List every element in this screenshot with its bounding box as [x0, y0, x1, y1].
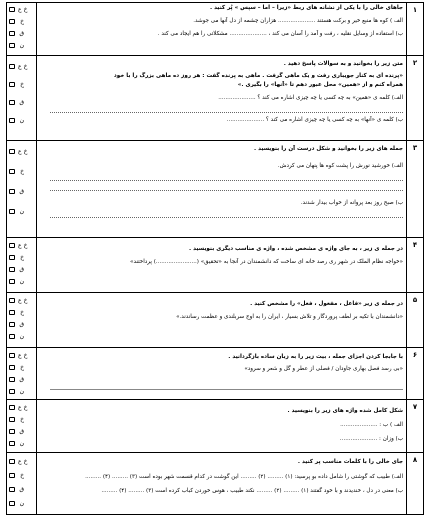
question-number: ۶	[406, 348, 423, 399]
grade-option[interactable]: خ	[9, 308, 24, 317]
question-number: ۱	[406, 3, 423, 55]
checkbox[interactable]	[9, 459, 15, 464]
question-title: جای خالی را با کلمات مناسب پر کنید .	[297, 459, 403, 465]
question-row	[7, 141, 423, 238]
grade-option[interactable]: خ ع	[9, 457, 27, 466]
checkbox[interactable]	[9, 441, 15, 446]
grade-option[interactable]: ن	[9, 207, 24, 216]
grade-column	[7, 3, 37, 55]
grade-option[interactable]: ق	[9, 375, 24, 384]
checkbox[interactable]	[9, 322, 15, 327]
checkbox[interactable]	[9, 405, 15, 410]
exam-sheet	[6, 2, 424, 515]
grade-option[interactable]: ن	[9, 439, 24, 448]
question-row	[7, 400, 423, 453]
grade-option[interactable]: ق	[9, 98, 24, 107]
grade-option[interactable]: ق	[9, 265, 24, 274]
checkbox[interactable]	[9, 377, 15, 382]
question-content	[40, 142, 403, 236]
question-content	[40, 401, 403, 451]
checkbox[interactable]	[9, 43, 15, 48]
question-title: در جمله ی زیر ، به جای واژه ی مشخص شده ، واژه ی مناسب دیگری بنویسید .	[189, 246, 403, 252]
checkbox[interactable]	[9, 279, 15, 284]
checkbox[interactable]	[9, 118, 15, 123]
grade-option[interactable]: خ ع	[9, 403, 27, 412]
checkbox[interactable]	[9, 189, 15, 194]
question-line: الف) خورشید نورش را پشت کوه ها پنهان می کردش.	[277, 163, 403, 169]
question-line: الف ) ب : .....................	[340, 422, 403, 428]
question-title: با جابجا کردن اجزای جمله ، بیت زیر را به زبان ساده بازگردانید .	[228, 354, 403, 360]
grade-option[interactable]: خ	[9, 471, 24, 480]
answer-line[interactable]	[50, 380, 403, 390]
checkbox[interactable]	[9, 473, 15, 478]
question-number: ۸	[406, 453, 423, 514]
grade-column	[7, 238, 37, 292]
question-line: الف) کلمه ی «همین» به چه کسی یا چه چیزی اشاره می کند ؟ .....................	[218, 95, 403, 101]
question-line: ب) صبح روز بعد پروانه از خواب بیدار شدند.	[300, 200, 403, 206]
answer-line[interactable]	[50, 208, 403, 218]
checkbox[interactable]	[9, 417, 15, 422]
checkbox[interactable]	[9, 310, 15, 315]
grade-column	[7, 453, 37, 514]
question-number: ۷	[406, 400, 423, 452]
grade-option[interactable]: ن	[9, 41, 24, 50]
checkbox[interactable]	[9, 209, 15, 214]
checkbox[interactable]	[9, 243, 15, 248]
grade-option[interactable]: ن	[9, 277, 24, 286]
grade-option[interactable]: ن	[9, 499, 24, 508]
checkbox[interactable]	[9, 31, 15, 36]
question-content	[40, 294, 403, 346]
grade-option[interactable]: ن	[9, 387, 24, 396]
question-line: الف ) کوه ها منبع خیر و برکت هستند ..................... هزاران چشمه از دل آنها می جوشد.	[193, 18, 403, 24]
question-row	[7, 348, 423, 400]
grade-option[interactable]: خ	[9, 415, 24, 424]
question-line: «بی رسد فصل بهاری جاودان / فصلی از عطر و گل و شعر و سرود»	[244, 366, 403, 372]
question-title: جمله های زیر را بخوانید و شکل درست آن را بنویسید .	[254, 146, 403, 152]
question-row	[7, 453, 423, 514]
question-line: همراه کنم و از «همین» محل عبور دهم تا «آنها» را بگیری .»	[237, 82, 403, 88]
checkbox[interactable]	[9, 64, 15, 69]
grade-option[interactable]: خ ع	[9, 296, 27, 305]
question-title: در جمله ی زیر «فاعل ، مفعول ، فعل» را مشخص کنید .	[250, 301, 403, 307]
grade-option[interactable]: خ ع	[9, 5, 27, 14]
grade-option[interactable]: خ ع	[9, 241, 27, 250]
grade-column	[7, 56, 37, 140]
checkbox[interactable]	[9, 255, 15, 260]
grade-option[interactable]: خ	[9, 363, 24, 372]
checkbox[interactable]	[9, 100, 15, 105]
question-row	[7, 238, 423, 293]
answer-line[interactable]	[50, 181, 403, 191]
grade-option[interactable]: ق	[9, 29, 24, 38]
grade-option[interactable]: خ ع	[9, 147, 27, 156]
grade-option[interactable]: خ	[9, 167, 24, 176]
answer-line[interactable]	[50, 103, 403, 113]
question-number: ۴	[406, 238, 423, 292]
checkbox[interactable]	[9, 267, 15, 272]
question-content	[40, 4, 403, 54]
grade-option[interactable]: ق	[9, 427, 24, 436]
question-title: جاهای خالی را با یکی از نشانه های ربط «زیرا – اما – سپس » پُر کنید .	[210, 5, 403, 11]
question-content	[40, 349, 403, 398]
checkbox[interactable]	[9, 82, 15, 87]
grade-option[interactable]: خ ع	[9, 351, 27, 360]
checkbox[interactable]	[9, 501, 15, 506]
question-line: ب) وزان : .....................	[339, 436, 403, 442]
checkbox[interactable]	[9, 334, 15, 339]
grade-option[interactable]: خ	[9, 17, 24, 26]
question-title: شکل کامل شده واژه های زیر را بنویسید .	[287, 408, 403, 414]
checkbox[interactable]	[9, 389, 15, 394]
question-content	[40, 239, 403, 291]
question-row	[7, 3, 423, 56]
grade-option[interactable]: خ ع	[9, 62, 27, 71]
question-number: ۳	[406, 141, 423, 237]
grade-option[interactable]: ق	[9, 187, 24, 196]
answer-line[interactable]	[50, 171, 403, 181]
question-line: ب) استفاده از وسایل نقلیه ، رفت و آمد را آسان می کند ، ..................... مشکلاتی را هم ایجاد می کند .	[157, 31, 403, 37]
checkbox[interactable]	[9, 429, 15, 434]
grade-option[interactable]: ن	[9, 332, 24, 341]
question-line: «خواجه نظام الملک در شهر ری رصد خانه ای ساخت که دانشمندان در آنجا به «تحقیق» (.......................) پرداختند»	[130, 259, 403, 265]
grade-option[interactable]: خ	[9, 253, 24, 262]
checkbox[interactable]	[9, 19, 15, 24]
question-title: متن زیر را بخوانید و به سوالات پاسخ دهید .	[283, 61, 403, 67]
question-row	[7, 56, 423, 141]
question-line: «پرنده ای به کنار جویباری رفت و یک ماهی گرفت . ماهی به پرنده گفت : هر روز ده ماهی بزرگ را با خود	[113, 73, 403, 79]
grade-column	[7, 400, 37, 452]
checkbox[interactable]	[9, 298, 15, 303]
question-content	[40, 454, 403, 513]
question-content	[40, 57, 403, 139]
question-number: ۵	[406, 293, 423, 347]
checkbox[interactable]	[9, 487, 15, 492]
grade-option[interactable]: ق	[9, 485, 24, 494]
question-line: الف) طبیب که گوشتی را شامل داده بو پرسید: (۱) ......... (۲) ......... این گوشت در کدام قسمت شهر بوده است (۳) ......... (۴) .........	[85, 474, 403, 480]
question-line: ب) معنی در دل ، خندیدند و با خود گفتند (۱) ......... (۲) ......... نکند طبیب ، هوس خوردن کباب کرده است (۳) ......... (۴) .........	[101, 488, 403, 494]
checkbox[interactable]	[9, 365, 15, 370]
checkbox[interactable]	[9, 169, 15, 174]
question-line: «دانشمندان با تکیه بر لطف پروردگار و تلاش بسیار ، ایران را به اوج سربلندی و عظمت رساندند.»	[176, 314, 403, 320]
checkbox[interactable]	[9, 149, 15, 154]
grade-option[interactable]: ق	[9, 320, 24, 329]
grade-option[interactable]: ن	[9, 116, 24, 125]
question-row	[7, 293, 423, 348]
question-number: ۲	[406, 56, 423, 140]
checkbox[interactable]	[9, 353, 15, 358]
grade-column	[7, 141, 37, 237]
grade-column	[7, 348, 37, 399]
grade-column	[7, 293, 37, 347]
checkbox[interactable]	[9, 7, 15, 12]
question-line: ب) کلمه ی «آنها» به چه کسی یا چه چیزی اشاره می کند ؟ .....................	[226, 117, 403, 123]
grade-option[interactable]: خ	[9, 80, 24, 89]
